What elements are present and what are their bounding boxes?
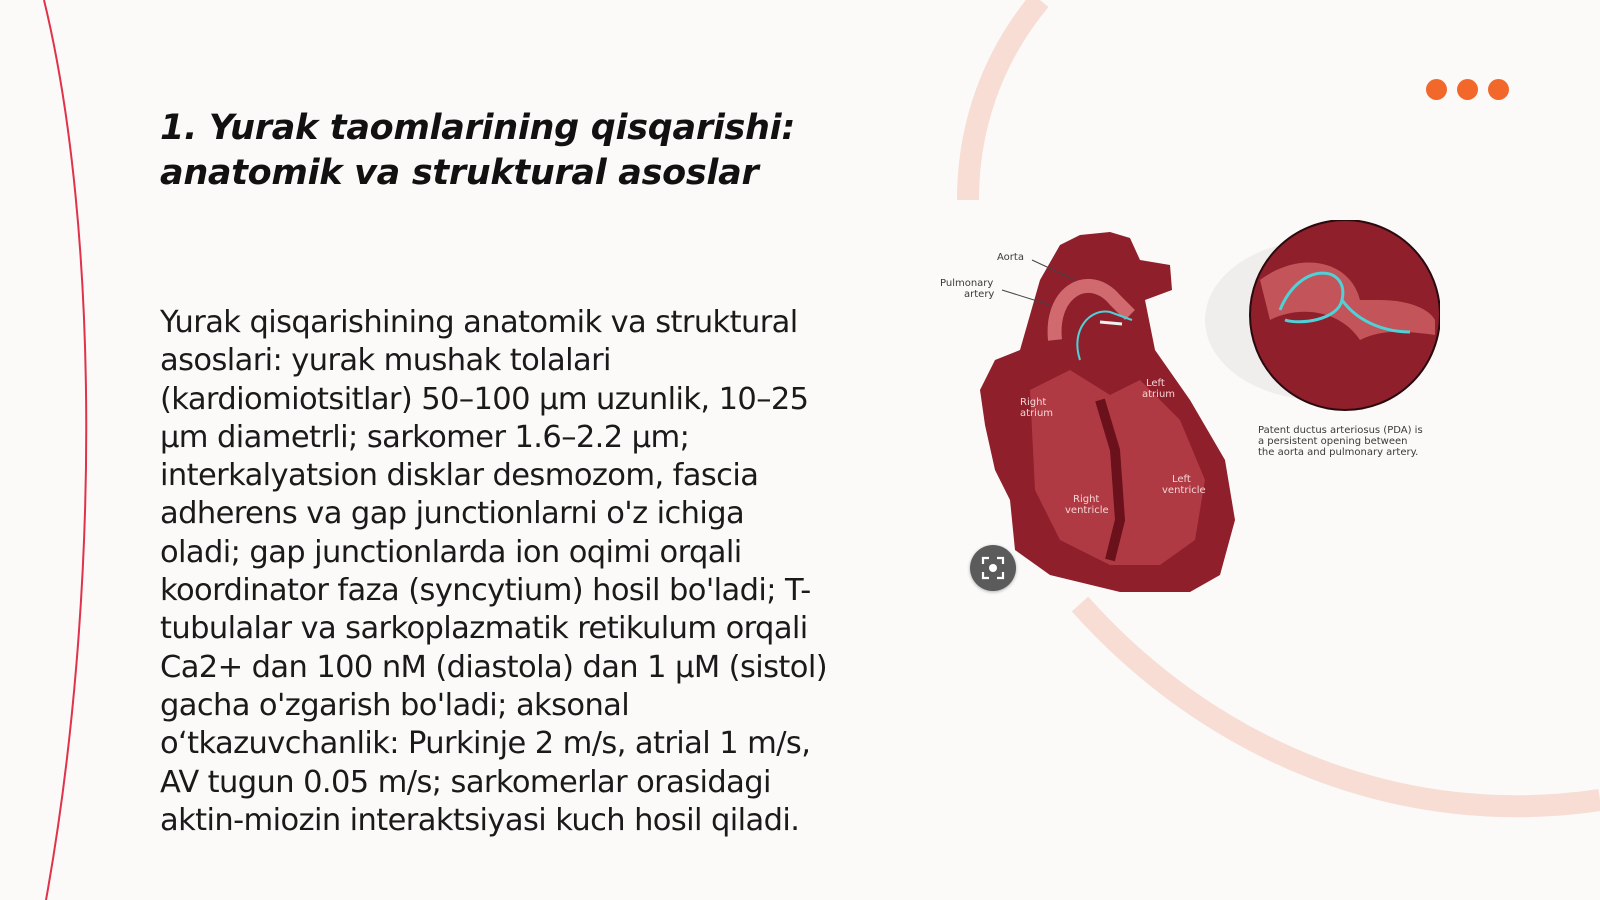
dot-2 (1457, 79, 1478, 100)
title-line-2: anatomik va struktural asoslar (160, 153, 759, 193)
peach-arc-top (968, 0, 1040, 200)
left-accent-curve (44, 0, 86, 900)
label-left-atrium-1: Left (1146, 378, 1165, 389)
image-search-button[interactable] (970, 545, 1016, 591)
label-pulmonary-artery-1: Pulmonary (940, 278, 994, 289)
label-pulmonary-artery-2: artery (964, 289, 995, 300)
label-aorta: Aorta (997, 252, 1024, 263)
slide-title (160, 106, 840, 196)
peach-arc-bottom (1080, 604, 1600, 806)
label-left-ventricle-1: Left (1172, 474, 1191, 485)
caption-line-2: a persistent opening between (1258, 436, 1408, 447)
label-right-ventricle-1: Right (1073, 494, 1100, 505)
more-dots-icon[interactable] (1426, 79, 1508, 101)
body-text: Yurak qisqarishining anatomik va struktural asoslari: yurak mushak tolalari (kardiomiotsitlar) 50–100 µm uzunlik, 10–25 µm diametrli; sarkomer 1.6–2.2 µm; interkalyatsion disklar desmozom, fascia adherens va gap junctionlarni o'z ichiga oladi; gap junctionlarda ion oqimi orqali koordinator faza (syncytium) hosil bo'ladi; T- tubulalar va sarkoplazmatik retikulum orqali Ca2+ dan 100 nM (diastola) dan 1 µM (sistol) gacha o'zgarish bo'ladi; aksonal o‘tkazuvchanlik: Purkinje 2 m/s, atrial 1 m/s, AV tugun 0.05 m/s; sarkomerlar orasidagi aktin-miozin interaktsiyasi kuch hosil qiladi. (160, 305, 827, 838)
dot-3 (1488, 79, 1509, 100)
title-line-1: 1. Yurak taomlarining qisqarishi: (160, 108, 796, 148)
label-left-atrium-2: atrium (1142, 389, 1176, 400)
label-left-ventricle-2: ventricle (1162, 485, 1206, 496)
caption-line-3: the aorta and pulmonary artery. (1258, 447, 1419, 458)
heart-diagram (940, 220, 1440, 610)
dot-1 (1426, 79, 1447, 100)
flow-arrow-right (1100, 322, 1122, 324)
image-search-icon (980, 555, 1006, 581)
label-right-atrium-2: atrium (1020, 408, 1054, 419)
label-right-atrium-1: Right (1020, 397, 1047, 408)
caption-line-1: Patent ductus arteriosus (PDA) is (1258, 425, 1423, 436)
label-right-ventricle-2: ventricle (1065, 505, 1109, 516)
